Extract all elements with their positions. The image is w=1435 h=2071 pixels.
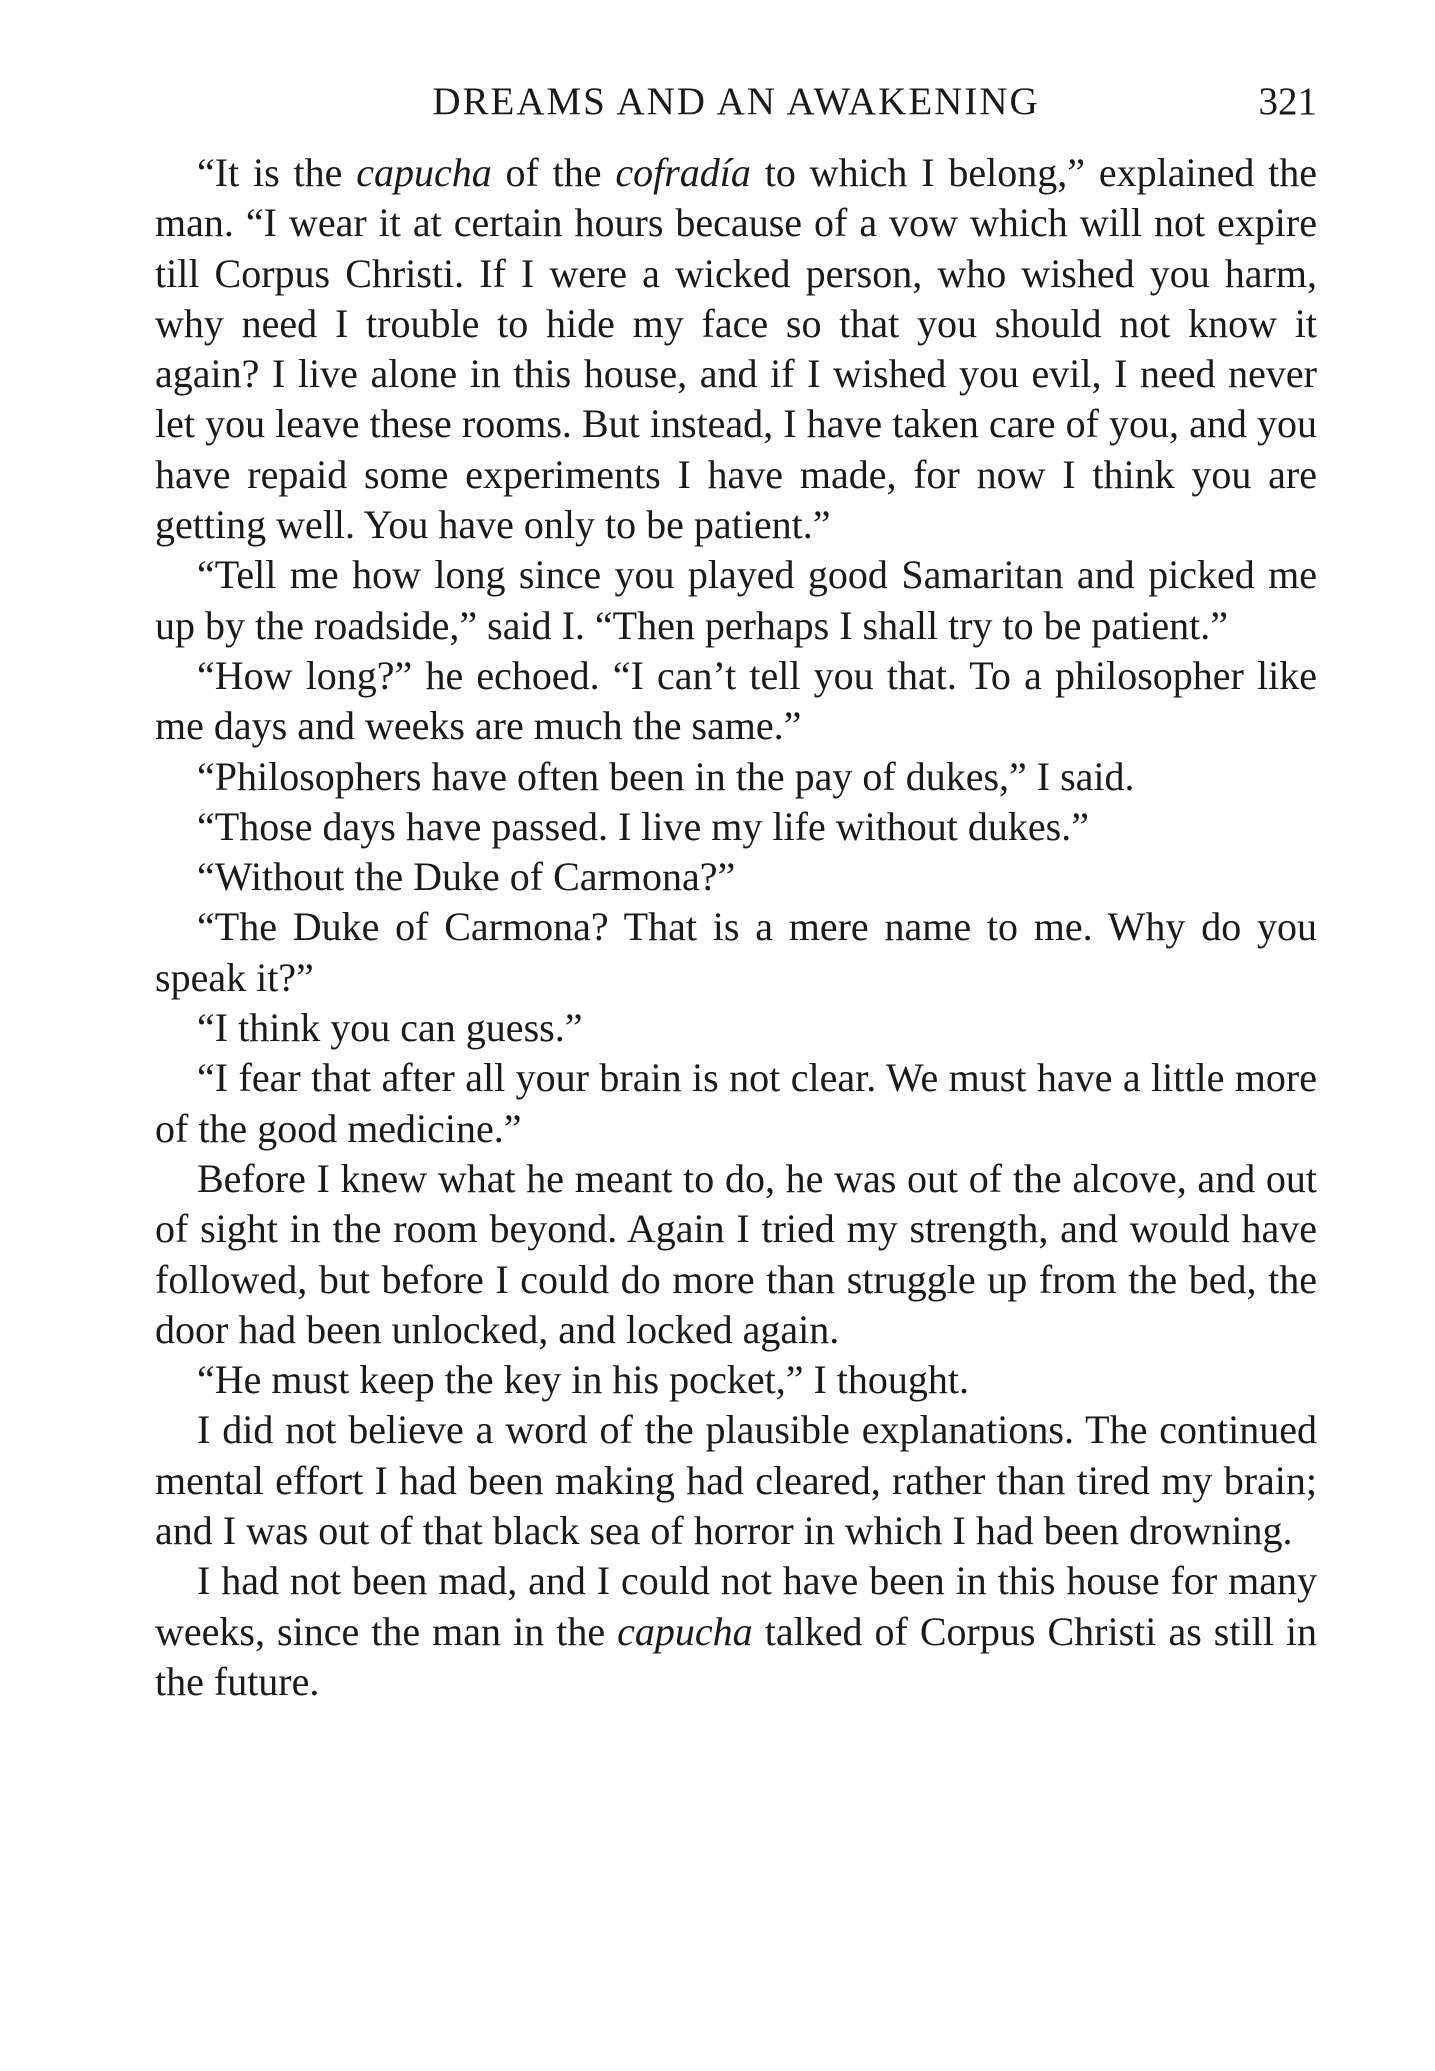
- page-number: 321: [1258, 80, 1317, 123]
- paragraph: “Without the Duke of Carmona?”: [197, 854, 736, 900]
- paragraph: “How long?” he echoed. “I can’t tell you that. To a philosopher like me days and weeks are much the same.”: [155, 652, 1317, 749]
- paragraph: “Tell me how long since you played good Samaritan and picked me up by the roadside,” said I. “Then perhaps I shall try to be patient.”: [155, 552, 1317, 648]
- paragraph: “I fear that after all your brain is not clear. We must have a little more of the good medicine.”: [155, 1055, 1317, 1151]
- paragraph: “Philosophers have often been in the pay of dukes,” I said.: [197, 753, 1135, 799]
- paragraph: “I think you can guess.”: [197, 1005, 583, 1051]
- paragraph: “It is the capucha of the cofradía to which I belong,” explained the man. “I wear it at certain hours because of a vow which will not expire till Corpus Christi. If I were a wicked person, who wished you harm, why need I trouble to hide my face so that you should not know it again? I live alone in this house, and if I wished you evil, I need never let you leave these rooms. But instead, I have taken care of you, and you have repaid some experiments I have made, for now I think you are getting well. You have only to be patient.”: [155, 150, 1318, 548]
- paragraph: “The Duke of Carmona? That is a mere name to me. Why do you speak it?”: [155, 904, 1317, 1000]
- paragraph: I had not been mad, and I could not have been in this house for many weeks, since the man in the capucha talked of Corpus Christi as still in the future.: [155, 1558, 1317, 1704]
- paragraph: Before I knew what he meant to do, he was out of the alcove, and out of sight in the room beyond. Again I tried my strength, and would have followed, but before I could do more than struggle up from the bed, the door had been unlocked, and locked again.: [155, 1155, 1317, 1352]
- paragraph: “He must keep the key in his pocket,” I thought.: [197, 1357, 970, 1403]
- page-header: [155, 72, 1317, 132]
- running-title: DREAMS AND AN AWAKENING: [432, 80, 1040, 123]
- paragraph: I did not believe a word of the plausible explanations. The continued mental effort I had been making had cleared, rather than tired my brain; and I was out of that black sea of horror in which I had been drowning.: [155, 1407, 1317, 1554]
- body-text: [155, 148, 1317, 1707]
- paragraph: “Those days have passed. I live my life without dukes.”: [197, 803, 1089, 849]
